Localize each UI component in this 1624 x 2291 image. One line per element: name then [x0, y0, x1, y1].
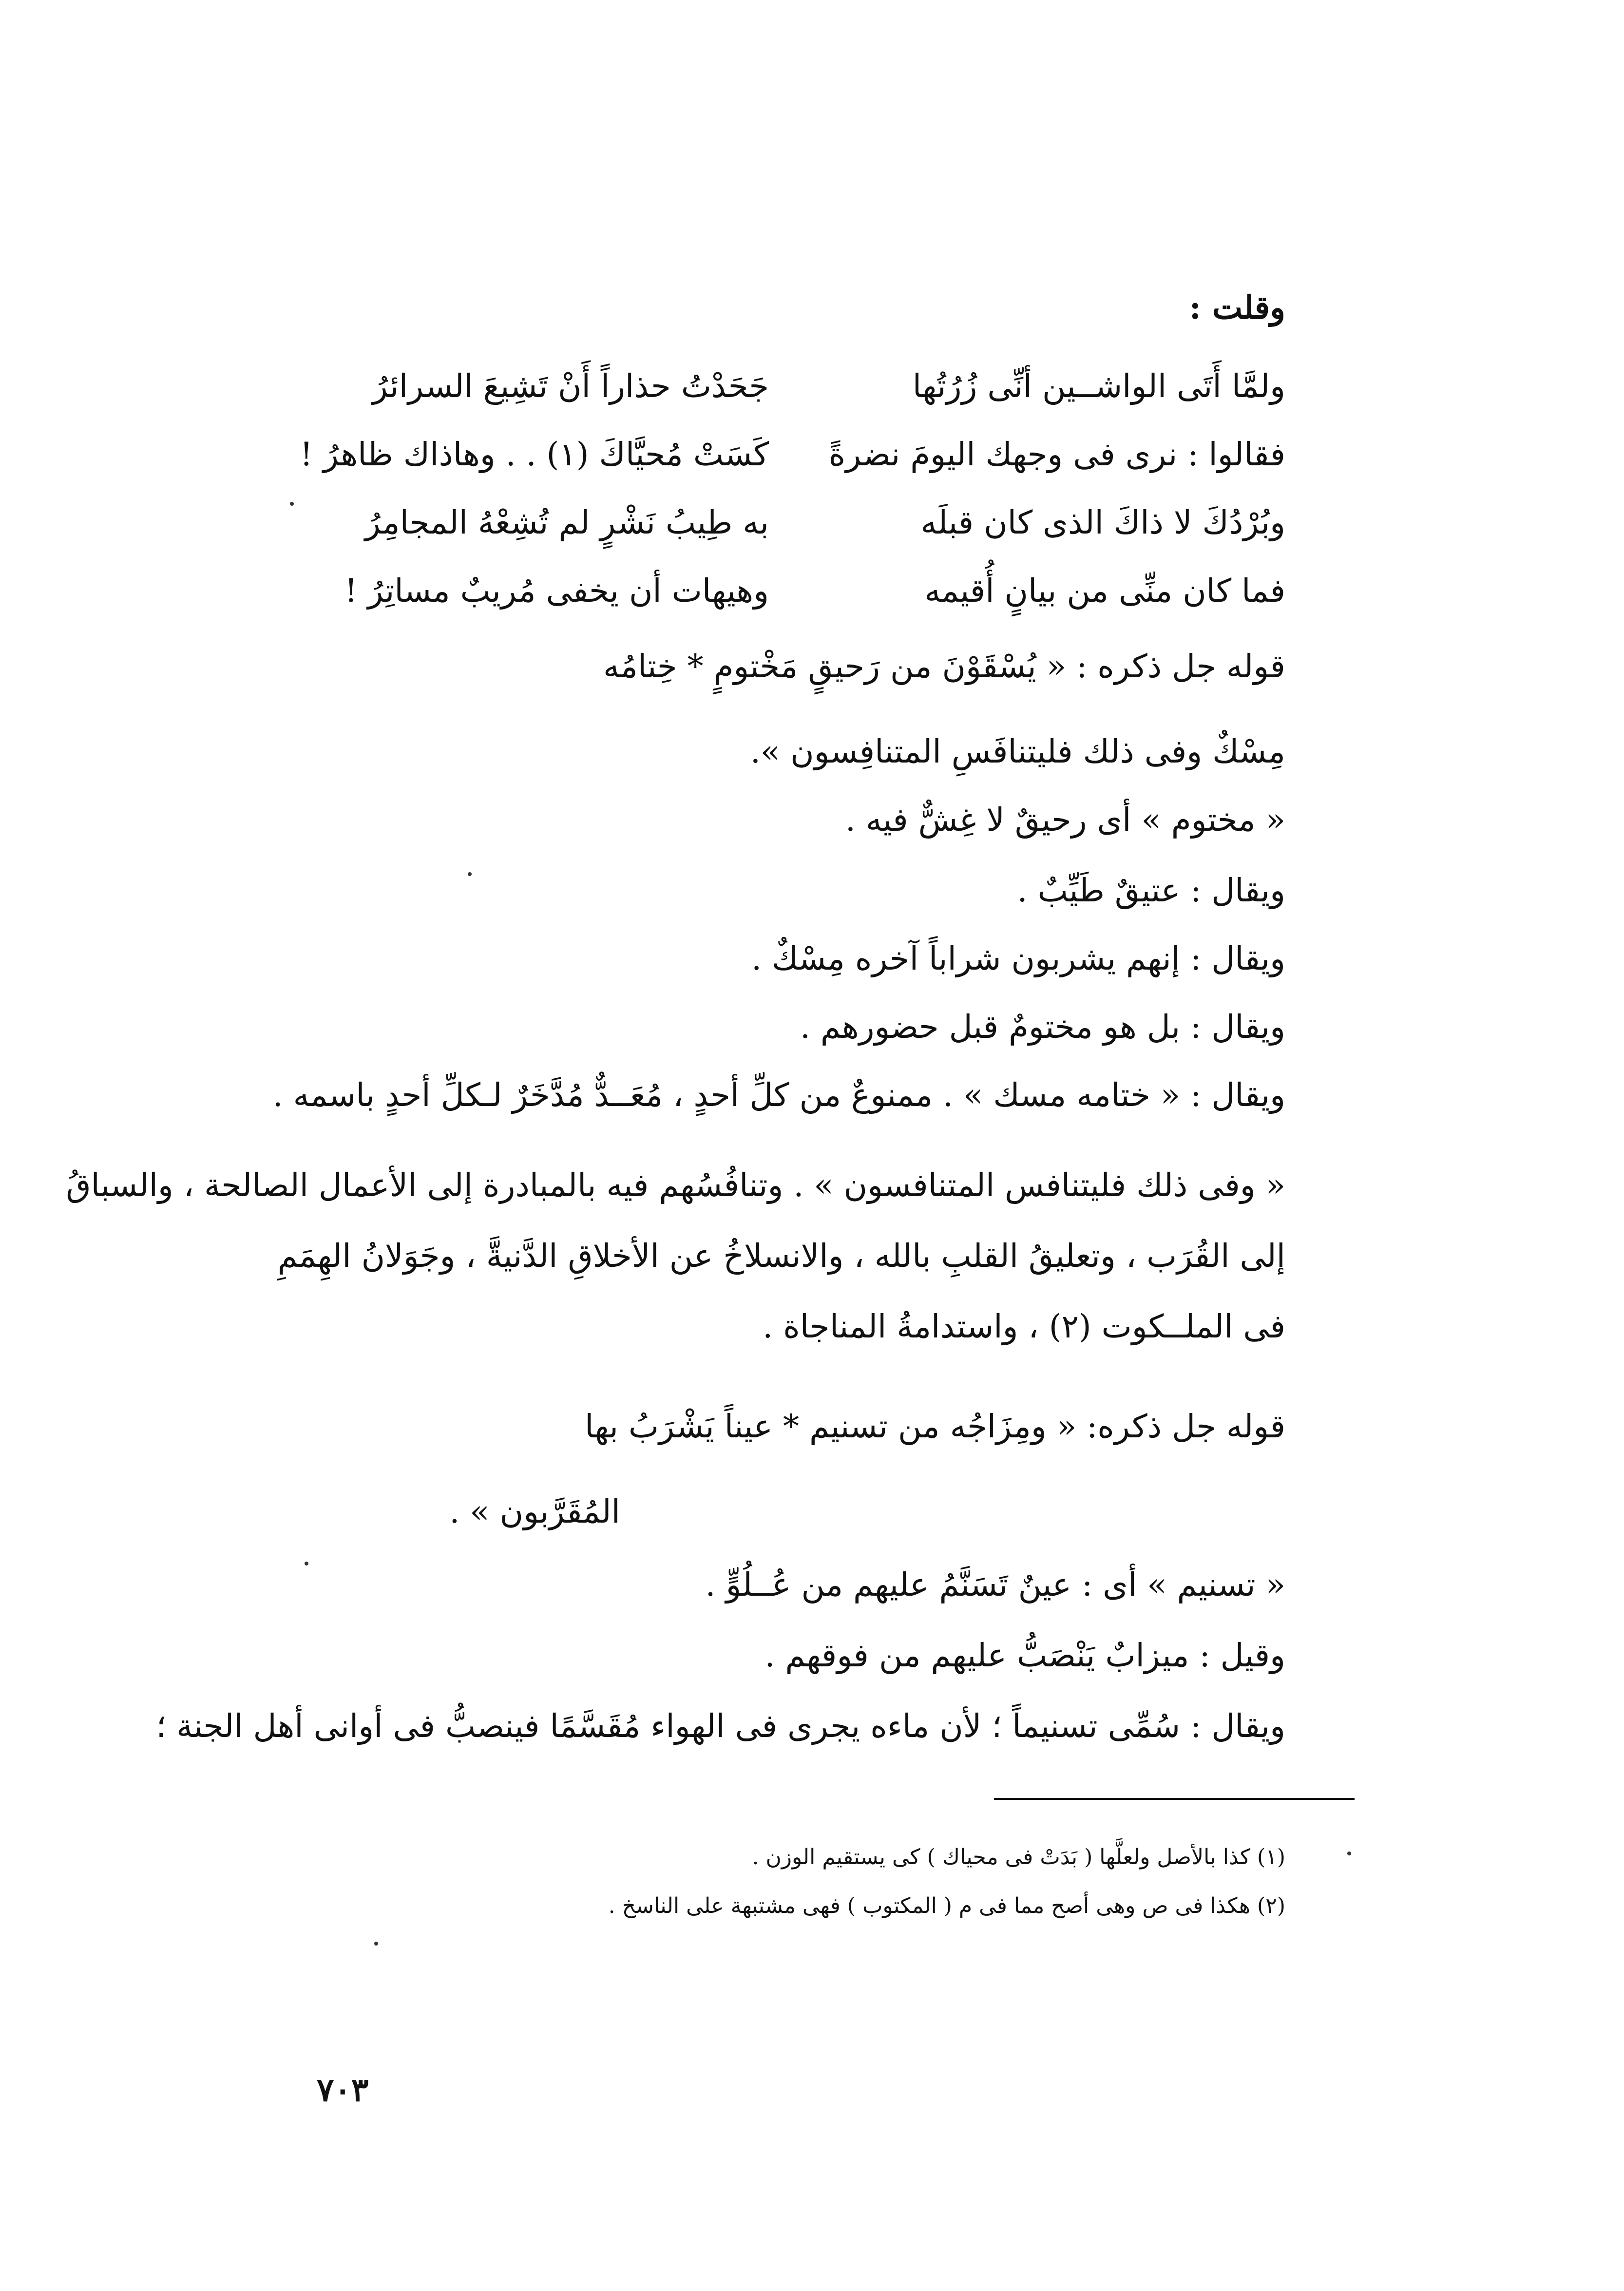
quran-verse-line-1: قوله جل ذكره : « يُسْقَوْنَ من رَحيقٍ مَخْتومٍ * خِتامُه: [603, 648, 1285, 685]
commentary-line: ويقال : « ختامه مسك » . ممنوعٌ من كلِّ أحدٍ ، مُعَــدٌّ مُدَّخَرٌ لـكلِّ أحدٍ باسمه .: [272, 1076, 1285, 1114]
commentary-line: وقيل : ميزابٌ يَنْصَبُّ عليهم من فوقهم .: [764, 1637, 1285, 1674]
footnote-2: (٢) هكذا فى ص وهى أصح مما فى م ( المكتوب ) فهى مشتبهة على الناسخ .: [608, 1893, 1285, 1918]
commentary-line: « تسنيم » أى : عينٌ تَسَنَّمُ عليهم من عُــلُوٍّ .: [705, 1566, 1285, 1604]
commentary-line: « مختوم » أى رحيقٌ لا غِشٌّ فيه .: [845, 801, 1285, 839]
intro-line: وقلت :: [1189, 288, 1285, 326]
verse-3-first-hemistich: وبُرْدُكَ لا ذاكَ الذى كان قبلَه: [920, 504, 1285, 541]
footnote-1: (١) كذا بالأصل ولعلَّها ( بَدَتْ فى محياك ) كى يستقيم الوزن .: [752, 1845, 1285, 1870]
scan-speck: [468, 872, 472, 876]
scan-speck: [290, 502, 294, 506]
scan-speck: [305, 1562, 308, 1566]
commentary-line: فى الملــكوت (٢) ، واستدامةُ المناجاة .: [763, 1308, 1285, 1345]
scan-speck: [374, 1942, 378, 1946]
quran-verse-line-2: المُقَرَّبون » .: [449, 1493, 620, 1530]
commentary-line: ويقال : سُمِّى تسنيماً ؛ لأن ماءه يجرى فى الهواء مُقَسَّمًا فينصبُّ فى أوانى أهل الجنة ؛: [156, 1707, 1285, 1745]
commentary-line: ويقال : بل هو مختومٌ قبل حضورهم .: [800, 1008, 1285, 1046]
verse-2-first-hemistich: فقالوا : نرى فى وجهك اليومَ نضرةً: [828, 436, 1285, 473]
quran-verse-line-1: قوله جل ذكره: « ومِزَاجُه من تسنيم * عيناً يَشْرَبُ بها: [585, 1408, 1285, 1445]
commentary-line: إلى القُرَب ، وتعليقُ القلبِ بالله ، والانسلاخُ عن الأخلاقِ الدَّنيةَّ ، وجَوَلانُ الهِمَمِ: [277, 1237, 1285, 1275]
verse-4-first-hemistich: فما كان منِّى من بيانٍ أُقيمه: [924, 572, 1285, 610]
verse-3-second-hemistich: به طِيبُ نَشْرٍ لم تُشِعْهُ المجامِرُ: [364, 504, 769, 541]
page-number: ٧٠٣: [317, 2071, 369, 2109]
quran-verse-line-2: مِسْكٌ وفى ذلك فليتنافَسِ المتنافِسون ».: [750, 733, 1285, 770]
footnote-separator: [994, 1798, 1355, 1800]
commentary-line: « وفى ذلك فليتنافس المتنافسون » . وتنافُسُهم فيه بالمبادرة إلى الأعمال الصالحة ، والسباقُ: [66, 1166, 1285, 1204]
verse-1-second-hemistich: جَحَدْتُ حذاراً أَنْ تَشِيعَ السرائرُ: [372, 367, 769, 405]
commentary-line: ويقال : عتيقٌ طَيِّبٌ .: [1017, 872, 1285, 909]
commentary-line: ويقال : إنهم يشربون شراباً آخره مِسْكٌ .: [751, 940, 1285, 977]
scan-speck: [1347, 1852, 1351, 1855]
verse-2-second-hemistich: كَسَتْ مُحيَّاكَ (١) . . وهاذاك ظاهرُ !: [300, 436, 769, 473]
verse-1-first-hemistich: ولمَّا أَتَى الواشــين أنِّى زُرُتُها: [912, 367, 1285, 405]
verse-4-second-hemistich: وهيهات أن يخفى مُريبٌ مساتِرُ !: [344, 572, 769, 610]
